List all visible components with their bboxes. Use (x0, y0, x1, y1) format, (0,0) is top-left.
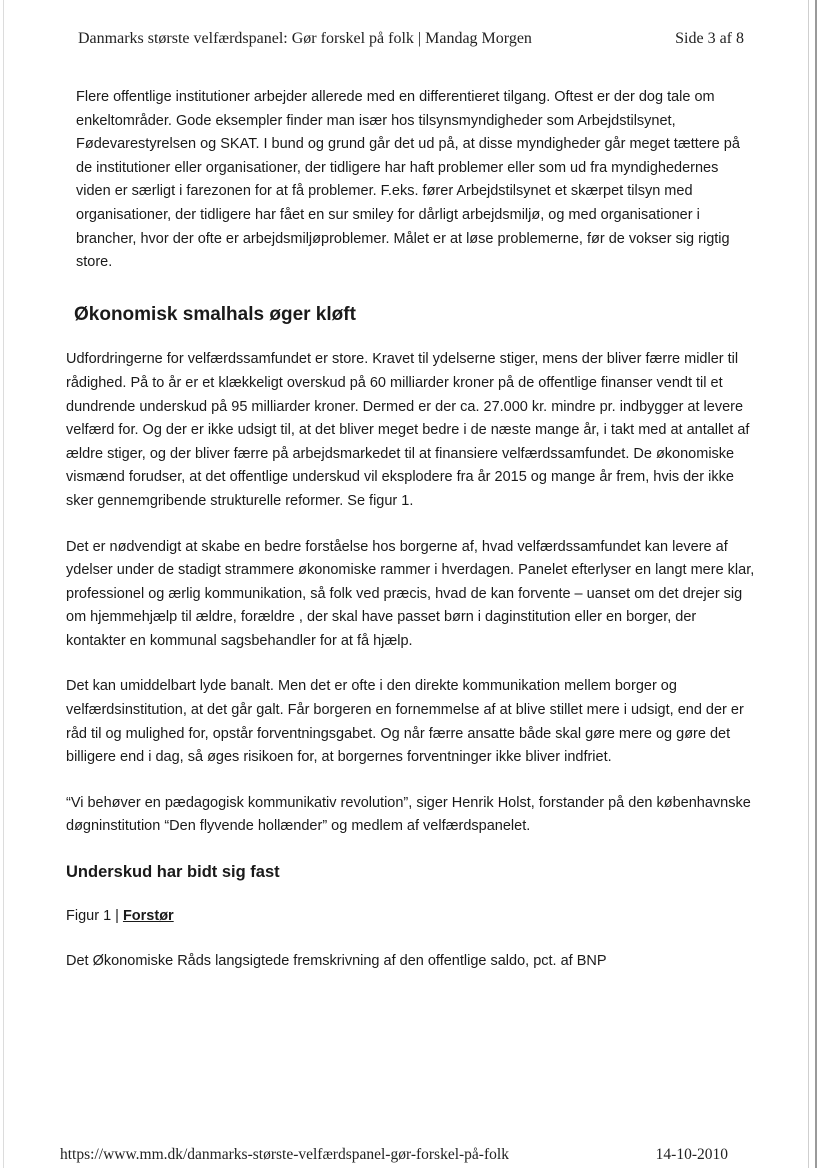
figure-caption: Det Økonomiske Råds langsigtede fremskrivning af den offentlige saldo, pct. af BNP (66, 953, 607, 970)
figure-number: Figur 1 | (66, 907, 123, 924)
page-number: Side 3 af 8 (675, 30, 744, 47)
section-heading-okonomisk: Økonomisk smalhals øger kløft (74, 303, 356, 325)
figure-label (66, 905, 756, 929)
enlarge-link[interactable]: Forstør (122, 907, 174, 924)
scan-edge-right (815, 0, 817, 1168)
paragraph-challenges: Udfordringerne for velfærdssamfundet er store. Kravet til ydelserne stiger, mens der bliver færre midler til rådighed. På to år er et klækkeligt overskud på 60 milliarder kroner på de offentlige finanser vendt til et dundrende underskud på 95 milliarder kroner. Dermed er der ca. 27.000 kr. mindre pr. indbygger at levere velfærd for. Og der er ikke udsigt til, at det bliver meget bedre i de næste mange år, i takt med at antallet af ældre stiger, og der bliver færre på arbejdsmarkedet til at finansiere velfærdssamfundet. De økonomiske vismænd forudser, at det offentlige underskud vil eksplodere fra år 2015 og mange år frem, hvis der ikke sker gennemgribende strukturelle reformer. Se figur 1. (66, 351, 750, 509)
scan-edge-left (3, 0, 4, 1168)
paragraph-quote: “Vi behøver en pædagogisk kommunikativ revolution”, siger Henrik Holst, forstander på den københavnske døgninstitution “Den flyvende hollænder” og medlem af velfærdspanelet. (66, 794, 751, 835)
print-footer (60, 1146, 728, 1164)
print-date: 14-10-2010 (655, 1146, 728, 1163)
scan-edge-right-inner (808, 0, 809, 1168)
page-title: Danmarks største velfærdspanel: Gør forskel på folk | Mandag Morgen (78, 30, 532, 47)
paragraph-intro: Flere offentlige institutioner arbejder allerede med en differentieret tilgang. Oftest er der dog tale om enkeltområder. Gode eksempler finder man især hos tilsynsmyndigheder som Arbejdstilsynet, Fødevarestyrelsen og SKAT. I bund og grund går det ud på, at disse myndigheder går meget tættere på de institutioner eller organisationer, der tidligere har haft problemer eller som ud fra myndighedernes viden er særligt i farezonen for at få problemer. F.eks. fører Arbejdstilsynet et skærpet tilsyn med organisationer, der tidligere har fået en sur smiley for dårligt arbejdsmiljø, og med organisationer i brancher, hvor der ofte er arbejdsmiljøproblemer. Målet er at løse problemerne, før de vokser sig rigtig store. (76, 89, 740, 271)
page-url: https://www.mm.dk/danmarks-største-velfærdspanel-gør-forskel-på-folk (60, 1146, 509, 1163)
paragraph-understanding: Det er nødvendigt at skabe en bedre forståelse hos borgerne af, hvad velfærdssamfundet kan levere af ydelser under de stadigt strammere økonomiske rammer i hverdagen. Panelet efterlyser en langt mere klar, professionel og ærlig kommunikation, så folk ved præcis, hvad de kan forvente – uanset om det drejer sig om hjemmehjælp til ældre, forældre , der skal have passet børn i daginstitution eller en borger, der kontakter en kommunal sagsbehandler for at få hjælp. (66, 538, 755, 649)
section-heading-underskud: Underskud har bidt sig fast (66, 863, 280, 882)
print-header (78, 30, 744, 48)
article-body (66, 86, 756, 996)
paragraph-banal: Det kan umiddelbart lyde banalt. Men det er ofte i den direkte kommunikation mellem borger og velfærdsinstitution, at det går galt. Får borgeren en fornemmelse af at blive stillet mere i udsigt, end der er råd til og mulighed for, opstår forventningsgabet. Og når færre ansatte både skal gøre mere og gøre det billigere end i dag, så øges risikoen for, at borgernes forventninger ikke bliver indfriet. (66, 678, 744, 766)
